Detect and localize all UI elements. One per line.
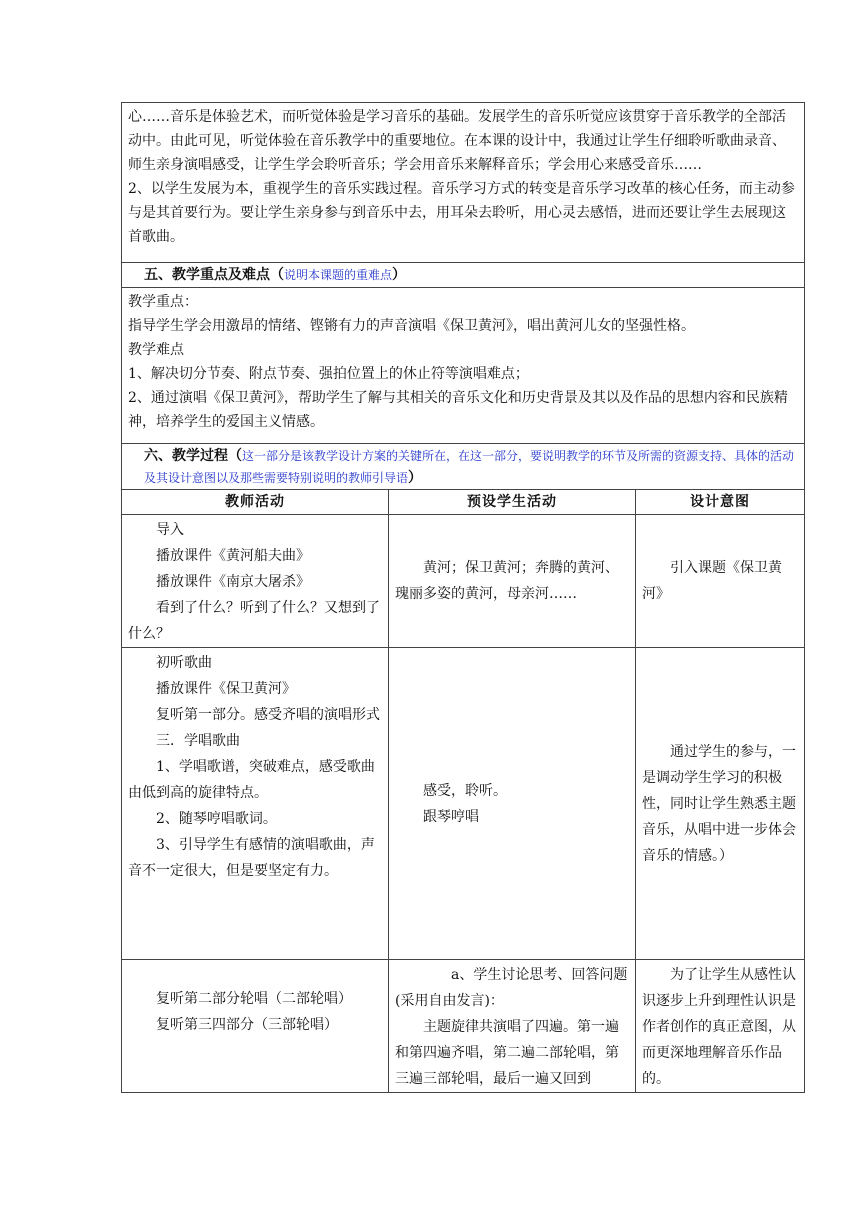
row3-teacher [122, 960, 389, 1093]
row3-student [389, 960, 636, 1093]
lesson-plan-table [121, 102, 805, 1093]
key-points-text: 指导学生学会用激昂的情绪、铿锵有力的声音演唱《保卫黄河》，唱出黄河儿女的坚强性格。 [128, 318, 695, 334]
intro-row [122, 103, 805, 263]
section6-note: 这一部分是该教学设计方案的关键所在，在这一部分，要说明教学的环节及所需的资源支持、具体的活动及其设计意图以及那些需要特别说明的教师引导语 [144, 449, 795, 485]
process-header-row [122, 490, 805, 515]
section6-paren-close: ） [408, 470, 423, 486]
row3-student-line-2: 主题旋律共演唱了四遍。第一遍和第四遍齐唱，第二遍二部轮唱，第三遍三部轮唱，最后一遍又回到 [395, 1019, 619, 1087]
key-points-label: 教学重点： [128, 294, 198, 310]
row3-intent [636, 960, 805, 1093]
section5-heading-row [122, 263, 805, 288]
row1-student [389, 515, 636, 648]
row1-intent-line-1: 引入课题《保卫黄河》 [642, 560, 782, 602]
process-row-3 [122, 960, 805, 1093]
process-row-2 [122, 648, 805, 960]
row2-teacher-line-4: 三．学唱歌曲 [156, 733, 240, 749]
row2-teacher [122, 648, 389, 960]
row1-teacher-line-3: 播放课件《南京大屠杀》 [156, 574, 310, 590]
section5-note: 说明本课题的重难点 [284, 268, 393, 282]
row2-student-line-1: 感受，聆听。 [423, 782, 507, 799]
section5-paren-close: ） [392, 267, 407, 283]
section5-body [122, 288, 805, 444]
row3-student-line-1: a、学生讨论思考、回答问题(采用自由发言)： [395, 967, 628, 1009]
difficulty-2: 2、通过演唱《保卫黄河》，帮助学生了解与其相关的音乐文化和历史背景及其以及作品的思想内容和民族精神，培养学生的爱国主义情感。 [128, 390, 788, 430]
section6-heading [122, 444, 805, 490]
row2-teacher-line-5: 1、学唱歌谱，突破难点，感受歌曲由低到高的旋律特点。 [128, 759, 375, 801]
difficulty-1: 1、解决切分节奏、附点节奏、强拍位置上的休止符等演唱难点； [128, 366, 529, 382]
row2-intent [636, 648, 805, 960]
section5-title: 五、教学重点及难点 [144, 267, 270, 283]
process-row-1 [122, 515, 805, 648]
row2-teacher-line-7: 3、引导学生有感情的演唱歌曲，声音不一定很大，但是要坚定有力。 [128, 837, 375, 879]
row3-teacher-line-2: 复听第三四部分（三部轮唱） [156, 1017, 338, 1033]
section5-paren-open: （ [270, 267, 284, 283]
row2-student-line-2: 跟琴哼唱 [423, 808, 479, 825]
row1-teacher-line-4: 看到了什么？听到了什么？又想到了什么？ [128, 600, 380, 642]
section6-title: 六、教学过程 [144, 448, 228, 464]
row1-teacher [122, 515, 389, 648]
difficulties-label: 教学难点 [128, 342, 184, 358]
row2-intent-line-1: 通过学生的参与，一是调动学生学习的积极性，同时让学生熟悉主题音乐，从唱中进一步体会音乐的情感。） [642, 743, 796, 864]
row2-teacher-line-2: 播放课件《保卫黄河》 [156, 681, 296, 697]
row2-teacher-line-1: 初听歌曲 [156, 655, 212, 671]
intro-cell [122, 103, 805, 263]
intro-paragraph-1: 心……音乐是体验艺术，而听觉体验是学习音乐的基础。发展学生的音乐听觉应该贯穿于音乐教学的全部活动中。由此可见，听觉体验在音乐教学中的重要地位。在本课的设计中，我通过让学生仔细聆听歌曲录音、师生亲身演唱感受，让学生学会聆听音乐；学会用音乐来解释音乐；学会用心来感受音乐…… [128, 109, 786, 173]
row2-teacher-line-6: 2、随琴哼唱歌词。 [156, 811, 277, 827]
section6-paren-open: （ [228, 448, 242, 464]
row3-teacher-line-1: 复听第二部分轮唱（二部轮唱） [156, 991, 352, 1007]
header-intent: 设计意图 [636, 490, 805, 515]
row1-intent [636, 515, 805, 648]
row3-intent-line-1: 为了让学生从感性认识逐步上升到理性认识是作者创作的真正意图，从而更深地理解音乐作品的。 [642, 967, 796, 1087]
header-teacher: 教师活动 [122, 490, 389, 515]
row1-teacher-line-1: 导入 [156, 522, 184, 538]
section5-heading [122, 263, 805, 288]
row1-teacher-line-2: 播放课件《黄河船夫曲》 [156, 548, 310, 564]
intro-paragraph-2: 2、以学生发展为本，重视学生的音乐实践过程。音乐学习方式的转变是音乐学习改革的核心任务，而主动参与是其首要行为。要让学生亲身参与到音乐中去，用耳朵去聆听，用心灵去感悟，进而还要让学生去展现这首歌曲。 [128, 181, 795, 245]
section5-body-row [122, 288, 805, 444]
row1-student-line-1: 黄河；保卫黄河；奔腾的黄河、瑰丽多姿的黄河，母亲河…… [395, 560, 619, 602]
section6-heading-row [122, 444, 805, 490]
row2-student [389, 648, 636, 960]
row2-teacher-line-3: 复听第一部分。感受齐唱的演唱形式 [156, 707, 380, 723]
header-student: 预设学生活动 [389, 490, 636, 515]
